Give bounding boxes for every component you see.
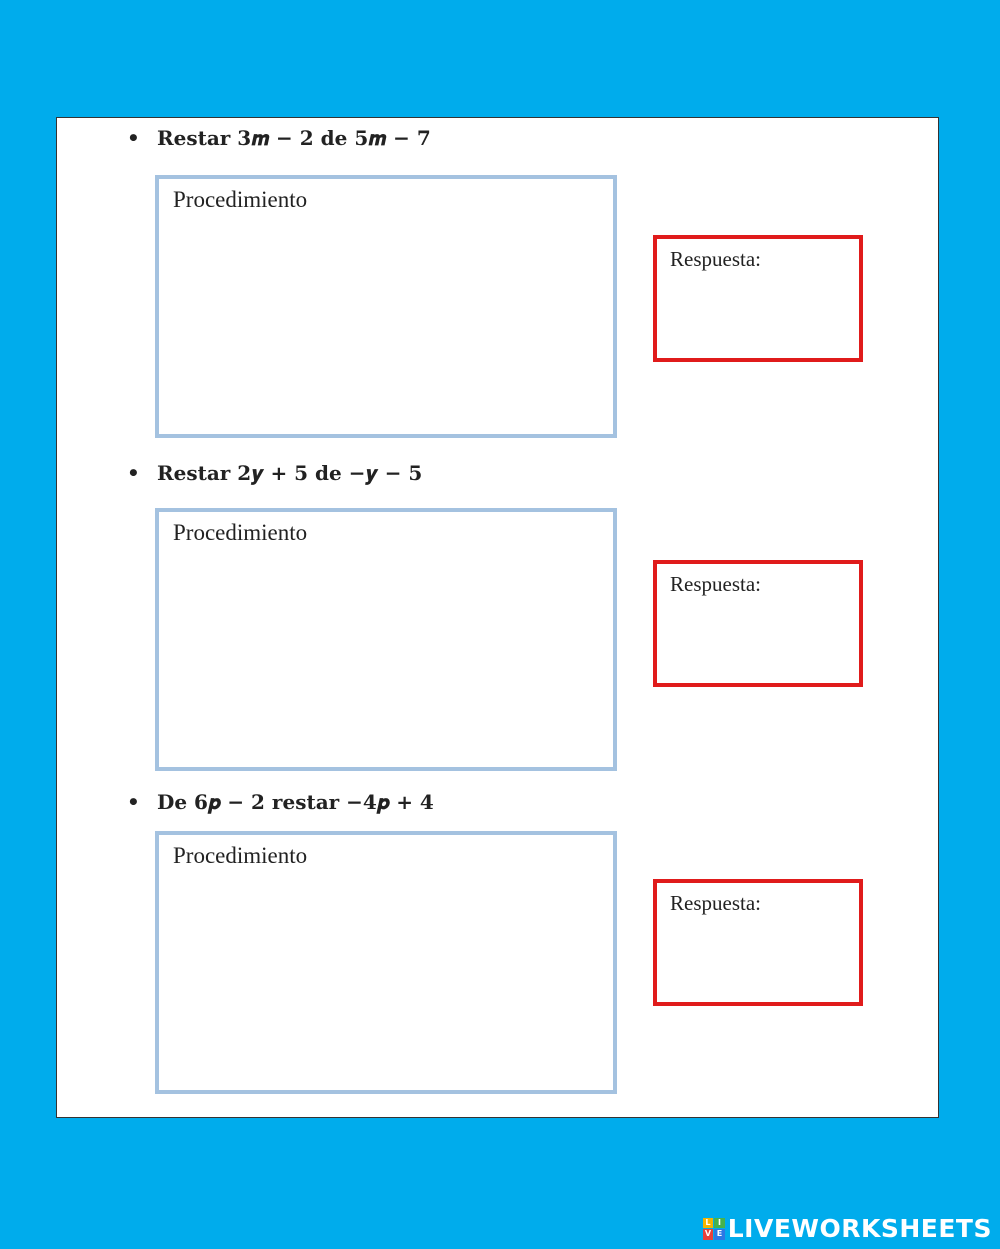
procedure-box-3[interactable] bbox=[155, 831, 617, 1094]
logo-letter-e: E bbox=[714, 1229, 725, 1240]
procedure-box-1[interactable] bbox=[155, 175, 617, 438]
problem-2-text: Restar 2𝒚 + 5 de −𝒚 − 5 bbox=[157, 461, 423, 485]
problem-1-title bbox=[127, 126, 431, 150]
answer-label: Respuesta: bbox=[670, 891, 761, 915]
liveworksheets-logo-icon bbox=[703, 1218, 725, 1240]
problem-1-text: Restar 3𝒎 − 2 de 5𝒎 − 7 bbox=[157, 126, 431, 150]
procedure-box-2[interactable] bbox=[155, 508, 617, 771]
answer-box-3[interactable] bbox=[653, 879, 863, 1006]
problem-3-title bbox=[127, 790, 434, 814]
answer-label: Respuesta: bbox=[670, 247, 761, 271]
logo-letter-l: L bbox=[703, 1218, 714, 1229]
answer-box-1[interactable] bbox=[653, 235, 863, 362]
brand-name: LIVEWORKSHEETS bbox=[727, 1214, 992, 1243]
answer-box-2[interactable] bbox=[653, 560, 863, 687]
logo-letter-i: I bbox=[714, 1218, 725, 1229]
liveworksheets-brand[interactable] bbox=[703, 1214, 992, 1243]
procedure-label: Procedimiento bbox=[173, 187, 308, 212]
worksheet-page bbox=[56, 117, 939, 1118]
bullet: • bbox=[127, 126, 140, 150]
problem-2-title bbox=[127, 461, 423, 485]
procedure-label: Procedimiento bbox=[173, 520, 308, 545]
procedure-label: Procedimiento bbox=[173, 843, 308, 868]
logo-letter-v: V bbox=[703, 1229, 714, 1240]
bullet: • bbox=[127, 461, 140, 485]
problem-3-text: De 6𝒑 − 2 restar −4𝒑 + 4 bbox=[157, 790, 434, 814]
bullet: • bbox=[127, 790, 140, 814]
answer-label: Respuesta: bbox=[670, 572, 761, 596]
